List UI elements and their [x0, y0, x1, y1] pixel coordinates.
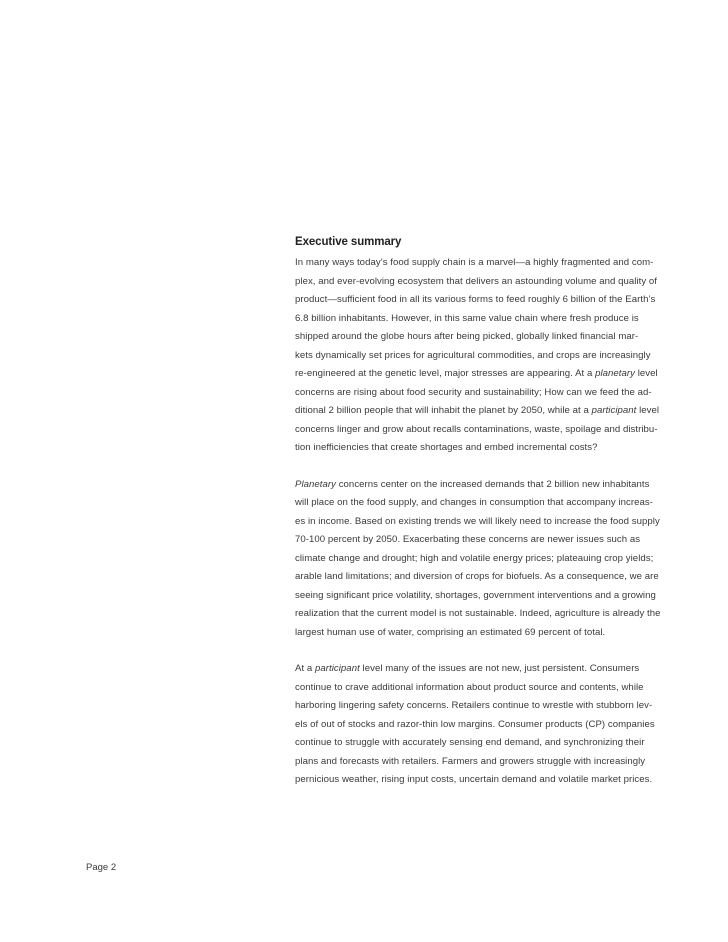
- text-segment: re-engineered at the genetic level, major stresses are appearing. At a: [295, 368, 596, 379]
- text-line: [295, 494, 695, 513]
- text-line: [295, 679, 695, 698]
- text-segment: level many of the issues are not new, just persistent. Consumers: [359, 663, 640, 674]
- text-line: [295, 568, 695, 587]
- text-line: [295, 273, 695, 292]
- text-line: [295, 384, 695, 403]
- emphasized-term: participant: [314, 663, 360, 674]
- text-segment: seeing significant price volatility, shortages, government interventions and a growing: [295, 589, 656, 601]
- text-line: [295, 587, 695, 606]
- text-segment: level: [634, 368, 658, 379]
- text-segment: 70-100 percent by 2050. Exacerbating these concerns are newer issues such as: [295, 534, 641, 545]
- text-segment: continue to crave additional information about product source and contents, while: [295, 681, 644, 693]
- text-segment: level: [636, 405, 660, 416]
- text-line: [295, 550, 695, 569]
- text-segment: tion inefficiencies that create shortages and embed incremental costs?: [295, 442, 598, 453]
- text-segment: kets dynamically set prices for agricultural commodities, and crops are increasingly: [295, 349, 651, 361]
- text-line: [295, 421, 695, 440]
- text-line: [295, 254, 695, 273]
- text-line: [295, 771, 695, 790]
- text-line: [295, 716, 695, 735]
- section-heading: Executive summary: [295, 236, 402, 248]
- emphasized-term: participant: [591, 405, 637, 416]
- text-segment: arable land limitations; and diversion of crops for biofuels. As a consequence, we are: [295, 571, 659, 582]
- text-segment: largest human use of water, comprising an estimated 69 percent of total.: [295, 626, 606, 638]
- emphasized-term: planetary: [595, 368, 635, 379]
- paragraph: [295, 660, 695, 790]
- text-line: [295, 439, 695, 458]
- text-line: [295, 365, 695, 384]
- page-number: Page 2: [86, 862, 117, 873]
- text-segment: 6.8 billion inhabitants. However, in this same value chain where fresh produce is: [295, 312, 639, 324]
- text-line: [295, 753, 695, 772]
- text-line: [295, 531, 695, 550]
- text-segment: concerns center on the increased demands that 2 billion new inhabitants: [335, 478, 650, 490]
- text-line: [295, 697, 695, 716]
- text-segment: es in income. Based on existing trends we will likely need to increase the food supply: [295, 515, 660, 527]
- text-segment: climate change and drought; high and volatile energy prices; plateauing crop yields;: [295, 552, 654, 564]
- text-line: [295, 310, 695, 329]
- text-line: [295, 660, 695, 679]
- paragraph: [295, 254, 695, 458]
- text-segment: plans and forecasts with retailers. Farmers and growers struggle with increasingly: [295, 755, 646, 767]
- text-segment: els of out of stocks and razor-thin low margins. Consumer products (CP) companies: [295, 718, 655, 730]
- text-segment: plex, and ever-evolving ecosystem that delivers an astounding volume and quality of: [295, 275, 657, 287]
- text-line: [295, 291, 695, 310]
- text-segment: continue to struggle with accurately sensing end demand, and synchronizing their: [295, 737, 645, 748]
- text-segment: concerns are rising about food security and sustainability; How can we feed the ad-: [295, 386, 652, 398]
- executive-summary-section: [295, 236, 695, 808]
- text-line: [295, 605, 695, 624]
- text-segment: At a: [295, 663, 315, 674]
- text-line: [295, 476, 695, 495]
- emphasized-term: Planetary: [295, 478, 336, 490]
- body-text: [295, 254, 695, 790]
- text-segment: ditional 2 billion people that will inhabit the planet by 2050, while at a: [295, 405, 592, 416]
- paragraph: [295, 476, 695, 643]
- text-segment: realization that the current model is not sustainable. Indeed, agriculture is already the: [295, 608, 661, 619]
- text-segment: In many ways today’s food supply chain is a marvel—a highly fragmented and com-: [295, 257, 654, 268]
- text-segment: shipped around the globe hours after being picked, globally linked financial mar-: [295, 331, 639, 342]
- text-segment: product—sufficient food in all its various forms to feed roughly 6 billion of the Earth’s: [295, 294, 656, 305]
- text-line: [295, 328, 695, 347]
- text-line: [295, 402, 695, 421]
- text-segment: will place on the food supply, and changes in consumption that accompany increas-: [295, 497, 653, 508]
- text-segment: harboring lingering safety concerns. Retailers continue to wrestle with stubborn lev-: [295, 700, 653, 711]
- text-segment: pernicious weather, rising input costs, uncertain demand and volatile market prices.: [295, 774, 653, 785]
- text-line: [295, 513, 695, 532]
- text-line: [295, 624, 695, 643]
- text-line: [295, 347, 695, 366]
- text-line: [295, 734, 695, 753]
- text-segment: concerns linger and grow about recalls contaminations, waste, spoilage and distribu-: [295, 423, 658, 435]
